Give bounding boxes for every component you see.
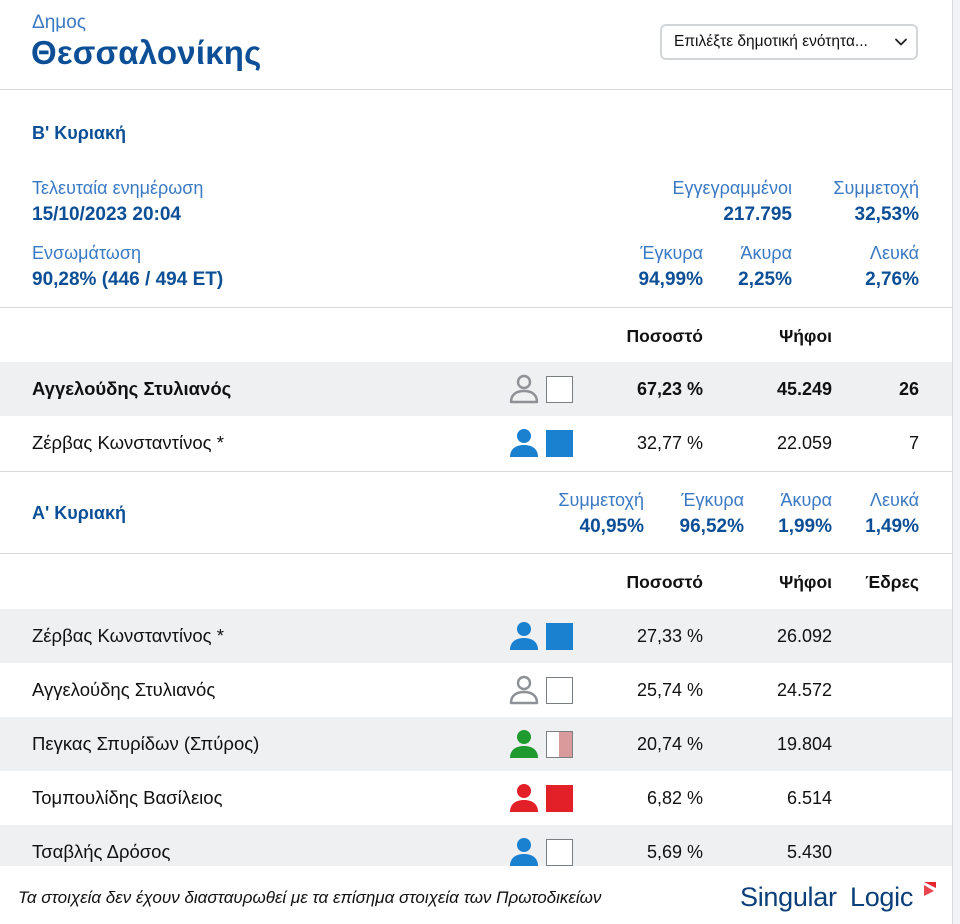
candidate-percent: 32,77 % [636,433,703,453]
person-icon [508,675,540,705]
candidate-votes: 24.572 [776,680,832,700]
unit-select[interactable] [660,24,918,60]
table-row [0,717,952,771]
candidate-name: Αγγελούδης Στυλιανός [32,679,216,700]
color-swatch [546,430,573,457]
invalid-value: 2,25% [738,269,792,290]
candidate-name: Ζέρβας Κωνσταντίνος * [32,625,224,646]
candidate-name: Αγγελούδης Στυλιανός [32,378,232,399]
integration-value: 90,28% (446 / 494 ΕΤ) [32,269,224,290]
page-title: Θεσσαλονίκης [31,34,262,71]
color-swatch [546,785,573,812]
logo-word-logic: Logic [850,882,914,912]
integration-label: Ενσωμάτωση [32,243,141,263]
candidate-percent: 6,82 % [646,788,703,808]
candidate-name: Πεγκας Σπυρίδων (Σπύρος) [32,733,260,754]
color-swatch [546,623,573,650]
candidate-votes: 19.804 [776,734,832,754]
table-row [0,362,952,416]
page-header [0,0,952,90]
round1-col-seats: Έδρες [865,572,919,592]
r1-valid-label: Έγκυρα [681,490,744,510]
candidate-votes: 5.430 [786,842,832,862]
candidate-name: Ζέρβας Κωνσταντίνος * [32,432,224,453]
candidate-percent: 20,74 % [636,734,703,754]
candidate-votes: 6.514 [786,788,832,808]
divider [0,307,952,308]
color-swatch [546,677,573,704]
scrollbar-track[interactable] [952,0,960,924]
table-row [0,416,952,470]
candidate-votes: 22.059 [776,433,832,453]
candidate-name: Τομπουλίδης Βασίλειος [32,787,223,808]
turnout-value: 32,53% [854,204,919,225]
r1-blank-label: Λευκά [869,490,919,510]
invalid-label: Άκυρα [740,243,792,263]
divider [0,553,952,554]
valid-label: Έγκυρα [640,243,703,263]
candidate-percent: 27,33 % [636,626,703,646]
round1-col-votes: Ψήφοι [779,572,832,592]
disclaimer-text: Τα στοιχεία δεν έχουν διασταυρωθεί με τα επίσημα στοιχεία των Πρωτοδικείων [18,888,602,907]
color-swatch [546,839,573,866]
candidate-seats: 7 [908,433,919,453]
valid-value: 94,99% [638,269,703,290]
singular-logic-logo [740,880,940,916]
r1-turnout-value: 40,95% [579,516,644,537]
color-swatch [546,731,573,758]
chevron-down-icon [894,35,908,49]
round2-title: Β' Κυριακή [32,123,126,143]
r1-blank-value: 1,49% [865,516,919,537]
municipality-label: Δημος [32,12,86,33]
blank-label: Λευκά [869,243,919,263]
logo-word-singular: Singular [740,882,837,912]
person-icon [508,783,540,813]
last-update-value: 15/10/2023 20:04 [32,204,181,225]
unit-select-value: Επιλέξτε δημοτική ενότητα... [674,33,868,50]
last-update-label: Τελευταία ενημέρωση [32,178,204,198]
candidate-percent: 25,74 % [636,680,703,700]
turnout-label: Συμμετοχή [833,178,919,198]
color-swatch [546,376,573,403]
table-row [0,663,952,717]
round2-col-votes: Ψήφοι [779,326,832,346]
round2-col-percent: Ποσοστό [626,326,703,346]
footer [0,866,952,924]
logo-flag-icon [924,882,936,896]
r1-invalid-value: 1,99% [778,516,832,537]
candidate-seats: 26 [898,379,919,399]
person-icon [508,729,540,759]
person-icon [508,428,540,458]
round1-col-percent: Ποσοστό [626,572,703,592]
person-icon [508,621,540,651]
candidate-percent: 5,69 % [646,842,703,862]
table-row [0,771,952,825]
blank-value: 2,76% [865,269,919,290]
candidate-name: Τσαβλής Δρόσος [32,841,171,862]
divider [0,471,952,472]
candidate-votes: 45.249 [776,379,832,399]
registered-label: Εγγεγραμμένοι [672,178,792,198]
r1-invalid-label: Άκυρα [780,490,832,510]
round1-title: Α' Κυριακή [32,503,126,523]
registered-value: 217.795 [723,204,792,225]
r1-valid-value: 96,52% [679,516,744,537]
person-icon [508,374,540,404]
candidate-percent: 67,23 % [636,379,703,399]
candidate-votes: 26.092 [776,626,832,646]
r1-turnout-label: Συμμετοχή [558,490,644,510]
person-icon [508,837,540,867]
table-row [0,609,952,663]
